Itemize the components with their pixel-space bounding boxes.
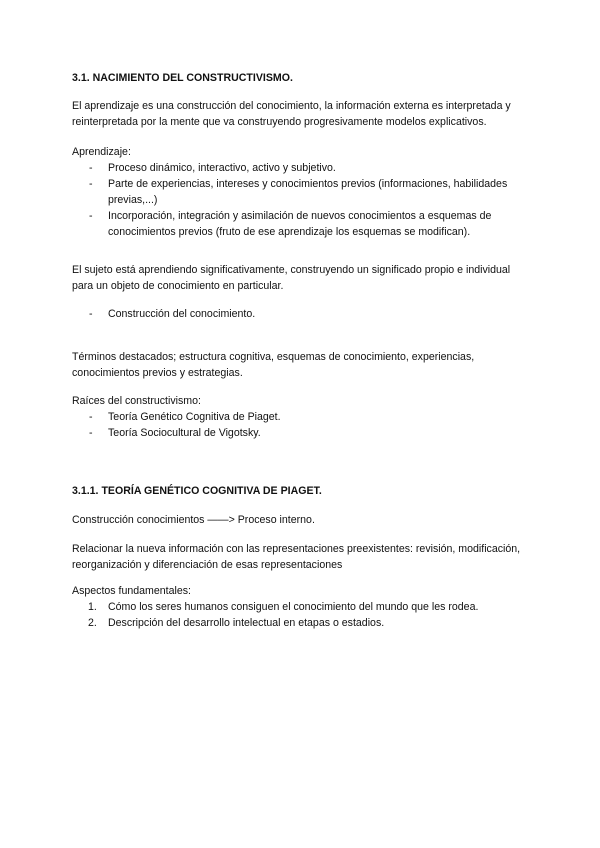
intro-paragraph: El aprendizaje es una construcción del conocimiento, la información externa es interpretada y reinterpretada por la mente que va construyendo progresivamente modelos explicativos. xyxy=(72,100,511,128)
relacionar-paragraph: Relacionar la nueva información con las representaciones preexistentes: revisión, modificación, reorganización y diferenciación de esas representaciones xyxy=(72,543,521,571)
list-item: - Proceso dinámico, interactivo, activo y subjetivo. xyxy=(89,162,336,174)
list-item: - Teoría Sociocultural de Vigotsky. xyxy=(89,427,261,439)
section-heading-constructivismo: 3.1. NACIMIENTO DEL CONSTRUCTIVISMO. xyxy=(72,72,293,84)
raices-list xyxy=(72,409,532,441)
construccion-line: Construcción conocimientos ——> Proceso interno. xyxy=(72,514,315,526)
list-item: - Construcción del conocimiento. xyxy=(89,308,256,320)
aspectos-label: Aspectos fundamentales: xyxy=(72,585,191,597)
list-item: - Incorporación, integración y asimilación de nuevos conocimientos a esquemas de conocimientos previos (fruto de ese aprendizaje los esquemas se modifican). xyxy=(89,210,492,238)
list-item: - Parte de experiencias, intereses y conocimientos previos (informaciones, habilidades previas,...) xyxy=(89,178,508,206)
aspectos-list xyxy=(72,599,532,631)
aprendizaje-label: Aprendizaje: xyxy=(72,146,131,158)
list-item: 2. Descripción del desarrollo intelectual en etapas o estadios. xyxy=(88,617,385,629)
sujeto-paragraph: El sujeto está aprendiendo significativamente, construyendo un significado propio e individual para un objeto de conocimiento en particular. xyxy=(72,264,511,292)
raices-label: Raíces del constructivismo: xyxy=(72,395,201,407)
list-item: - Teoría Genético Cognitiva de Piaget. xyxy=(89,411,281,423)
sujeto-list xyxy=(72,306,532,322)
aprendizaje-list xyxy=(72,160,532,240)
section-heading-piaget: 3.1.1. TEORÍA GENÉTICO COGNITIVA DE PIAGET. xyxy=(72,485,322,497)
terminos-paragraph: Términos destacados; estructura cognitiva, esquemas de conocimiento, experiencias, conocimientos previos y estrategias. xyxy=(72,351,475,379)
list-item: 1. Cómo los seres humanos consiguen el conocimiento del mundo que les rodea. xyxy=(88,601,479,613)
